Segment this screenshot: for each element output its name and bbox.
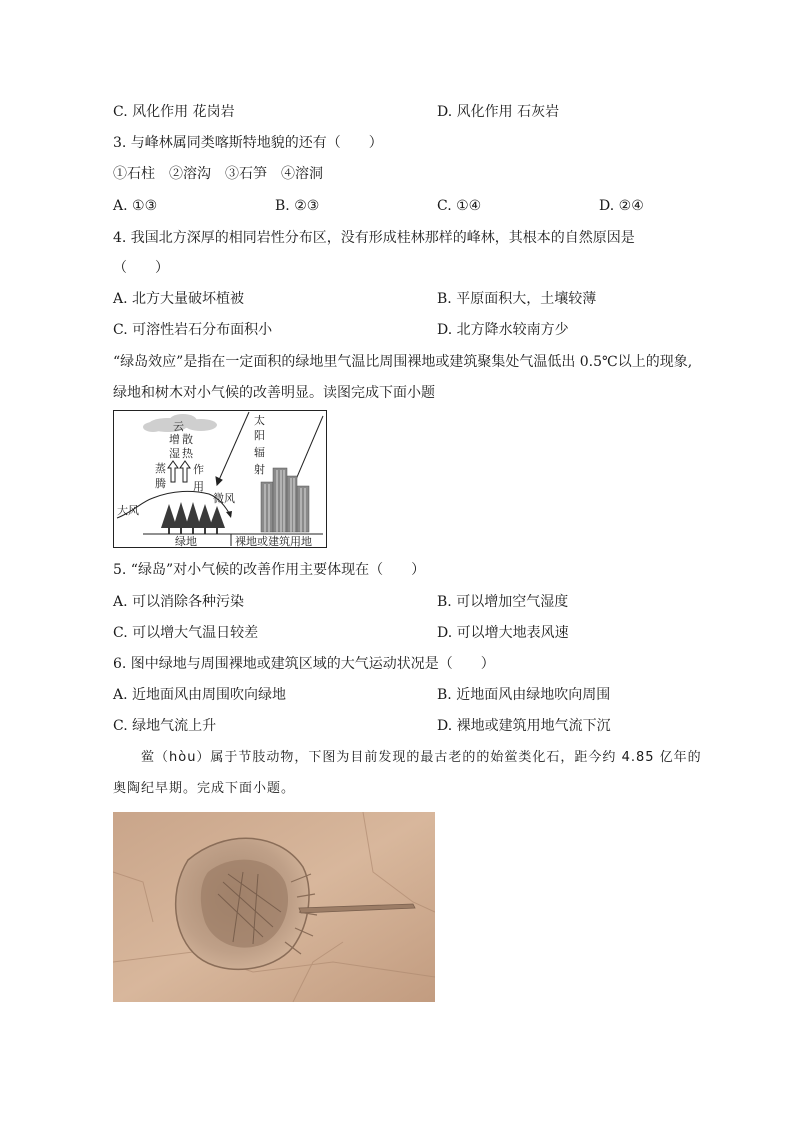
q4-option-b: B. 平原面积大，土壤较薄 xyxy=(437,291,597,307)
horseshoe-crab-fossil-photo xyxy=(113,812,435,1002)
q6-option-a: A. 近地面风由周围吹向绿地 xyxy=(113,687,287,703)
label-solar-3: 辐 xyxy=(254,447,265,459)
q3-option-c: C. ①④ xyxy=(437,198,482,214)
fossil-intro-line2: 奥陶纪早期。完成下面小题。 xyxy=(113,781,296,796)
label-effect-2: 用 xyxy=(193,481,204,493)
green-island-diagram xyxy=(113,410,327,548)
label-strong-wind: 大风 xyxy=(117,505,139,517)
q5-option-a: A. 可以消除各种污染 xyxy=(113,594,245,610)
label-disperse: 散 xyxy=(182,434,193,446)
label-solar-2: 阳 xyxy=(254,430,265,442)
green-island-intro-line2: 绿地和树木对小气候的改善明显。读图完成下面小题 xyxy=(113,385,435,401)
q2-option-d: D. 风化作用 石灰岩 xyxy=(437,104,560,120)
q3-option-a: A. ①③ xyxy=(113,198,158,214)
label-solar-4: 射 xyxy=(254,464,265,476)
q5-option-c: C. 可以增大气温日较差 xyxy=(113,625,259,641)
label-increase: 增 xyxy=(169,434,180,446)
fossil-intro-line1: 鲎（hòu）属于节肢动物，下图为目前发现的最古老的的始鲎类化石，距今约 4.85 亿年的 xyxy=(113,750,702,765)
label-evap-1: 蒸 xyxy=(155,463,166,475)
q2-option-c: C. 风化作用 花岗岩 xyxy=(113,104,235,120)
q3-items: ①石柱 ②溶沟 ③石笋 ④溶洞 xyxy=(113,166,323,182)
label-effect-1: 作 xyxy=(193,464,204,476)
q5-option-b: B. 可以增加空气湿度 xyxy=(437,594,569,610)
q4-option-a: A. 北方大量破坏植被 xyxy=(113,291,245,307)
q6-stem: 6. 图中绿地与周围裸地或建筑区域的大气运动状况是（ ） xyxy=(113,656,495,672)
label-heat: 热 xyxy=(182,448,193,460)
q3-option-d: D. ②④ xyxy=(599,198,644,214)
label-evap-2: 腾 xyxy=(155,478,166,490)
label-breeze: 微风 xyxy=(213,493,235,505)
label-bare-land: 裸地或建筑用地 xyxy=(235,536,312,548)
q5-stem: 5. “绿岛”对小气候的改善作用主要体现在（ ） xyxy=(113,562,426,578)
q4-stem-cont: （ ） xyxy=(113,260,169,276)
cloud-label: 云 xyxy=(173,421,184,433)
q5-option-d: D. 可以增大地表风速 xyxy=(437,625,569,641)
q3-stem: 3. 与峰林属同类喀斯特地貌的还有（ ） xyxy=(113,135,383,151)
q4-option-c: C. 可溶性岩石分布面积小 xyxy=(113,322,273,338)
q6-option-d: D. 裸地或建筑用地气流下沉 xyxy=(437,718,611,734)
q4-option-d: D. 北方降水较南方少 xyxy=(437,322,569,338)
q3-option-b: B. ②③ xyxy=(275,198,320,214)
q6-option-b: B. 近地面风由绿地吹向周围 xyxy=(437,687,611,703)
label-humid: 湿 xyxy=(169,448,180,460)
label-greenland: 绿地 xyxy=(175,536,197,548)
q6-option-c: C. 绿地气流上升 xyxy=(113,718,217,734)
green-island-intro-line1: “绿岛效应”是指在一定面积的绿地里气温比周围裸地或建筑聚集处气温低出 0.5℃以上的现象, xyxy=(113,354,693,370)
q4-stem: 4. 我国北方深厚的相同岩性分布区，没有形成桂林那样的峰林，其根本的自然原因是 xyxy=(113,230,635,246)
label-solar-1: 太 xyxy=(254,415,265,427)
